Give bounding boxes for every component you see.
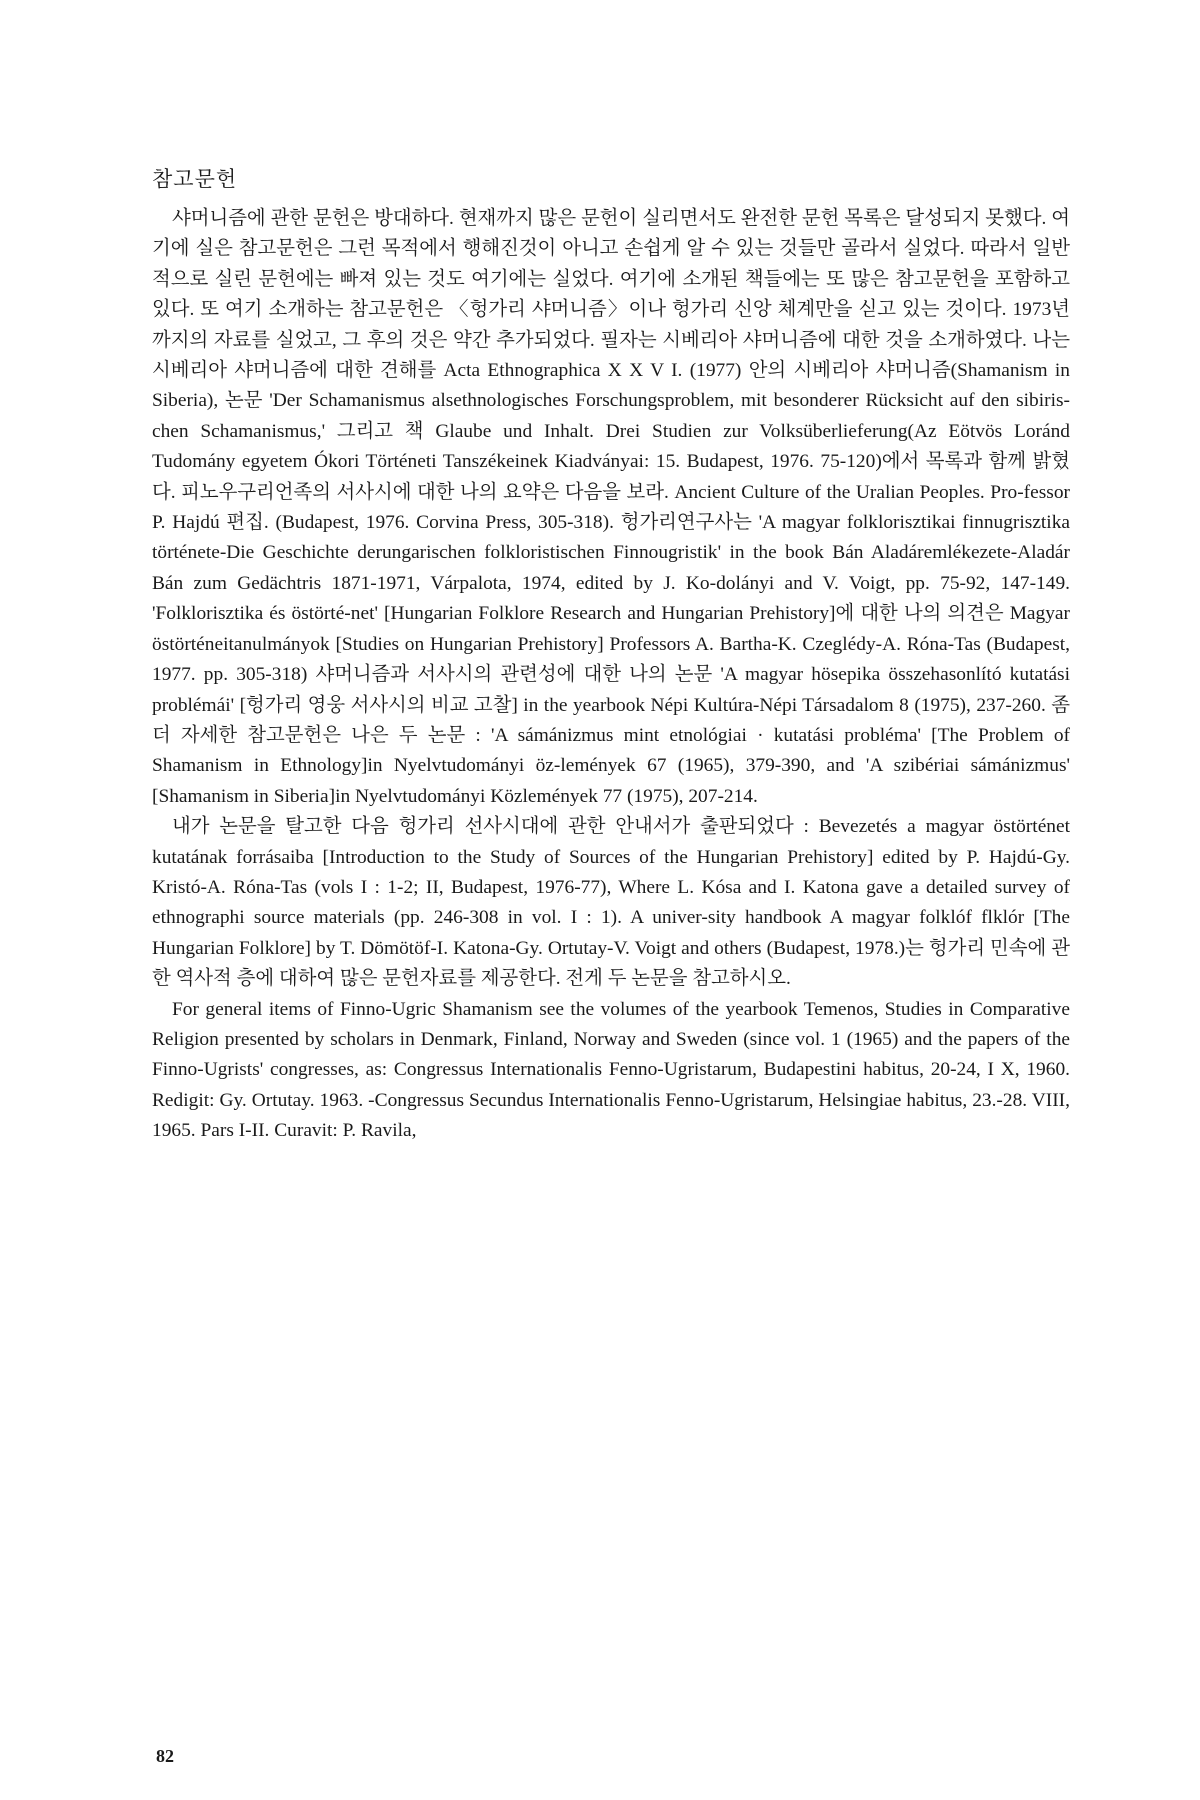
paragraph-3: For general items of Finno-Ugric Shamanism see the volumes of the yearbook Temenos, Studies in Comparative Religion presented by scholars in Denmark, Finland, Norway and Sweden (since vol. 1 (1965) and the papers of the Finno-Ugrists' congresses, as: Congressus Internationalis Fenno-Ugristarum, Budapestini habitus, 20-24, I X, 1960. Redigit: Gy. Ortutay. 1963. -Congressus Secundus Internationalis Fenno-Ugristarum, Helsingiae habitus, 23.-28. VIII, 1965. Pars I-II. Curavit: P. Ravila, xyxy=(152,998,1070,1142)
paragraph-2: 내가 논문을 탈고한 다음 헝가리 선사시대에 관한 안내서가 출판되었다 : Bevezetés a magyar östörténet kutatának forrásaiba [Introduction to the Study of Sources of the Hungarian Prehistory] edited by P. Hajdú-Gy. Kristó-A. Róna-Tas (vols I : 1-2; II, Budapest, 1976-77), Where L. Kósa and I. Katona gave a detailed survey of ethnographi source materials (pp. 246-308 in vol. I : 1). A univer-sity handbook A magyar folklóf flklór [The Hungarian Folklore] by T. Dömötöf-I. Katona-Gy. Ortutay-V. Voigt and others (Budapest, 1978.)는 헝가리 민속에 관한 역사적 층에 대하여 많은 문헌자료를 제공한다. 전게 두 논문을 참고하시오. xyxy=(152,816,1070,990)
page-number: 82 xyxy=(156,1746,174,1766)
paragraph-1: 샤머니즘에 관한 문헌은 방대하다. 현재까지 많은 문헌이 실리면서도 완전한 문헌 목록은 달성되지 못했다. 여기에 실은 참고문헌은 그런 목적에서 행해진것이 아니고 손쉽게 알 수 있는 것들만 골라서 실었다. 따라서 일반적으로 실린 문헌에는 빠져 있는 것도 여기에는 실었다. 여기에 소개된 책들에는 또 많은 참고문헌을 포함하고 있다. 또 여기 소개하는 참고문헌은 〈헝가리 샤머니즘〉이나 헝가리 신앙 체계만을 싣고 있는 것이다. 1973년까지의 자료를 실었고, 그 후의 것은 약간 추가되었다. 필자는 시베리아 샤머니즘에 대한 것을 소개하였다. 나는 시베리아 샤머니즘에 대한 견해를 Acta Ethnographica X X V I. (1977) 안의 시베리아 샤머니즘(Shamanism in Siberia), 논문 'Der Schamanismus alsethnologisches Forschungsproblem, mit besonderer Rücksicht auf den sibiris-chen Schamanismus,' 그리고 책 Glaube und Inhalt. Drei Studien zur Volksüberlieferung(Az Eötvös Loránd Tudomány egyetem Ókori Történeti Tanszékeinek Kiadványai: 15. Budapest, 1976. 75-120)에서 목록과 함께 밝혔다. 피노우구리언족의 서사시에 대한 나의 요약은 다음을 보라. Ancient Culture of the Uralian Peoples. Pro-fessor P. Hajdú 편집. (Budapest, 1976. Corvina Press, 305-318). 헝가리연구사는 'A magyar folklorisztikai finnugrisztika története-Die Geschichte derungarischen folkloristischen Finnougristik' in the book Bán Aladáremlékezete-Aladár Bán zum Gedächtris 1871-1971, Várpalota, 1974, edited by J. Ko-dolányi and V. Voigt, pp. 75-92, 147-149. 'Folklorisztika és östörté-net' [Hungarian Folklore Research and Hungarian Prehistory]에 대한 나의 의견은 Magyar östörténeitanulmányok [Studies on Hungarian Prehistory] Professors A. Bartha-K. Czeglédy-A. Róna-Tas (Budapest, 1977. pp. 305-318) 샤머니즘과 서사시의 관련성에 대한 나의 논문 'A magyar hösepika összehasonlító kutatási problémái' [헝가리 영웅 서사시의 비교 고찰] in the yearbook Népi Kultúra-Népi Társadalom 8 (1975), 237-260. 좀더 자세한 참고문헌은 나은 두 논문 : 'A sámánizmus mint etnológiai · kutatási probléma' [The Problem of Shamanism in Ethnology]in Nyelvtudományi öz-lemények 67 (1965), 379-390, and 'A szibériai sámánizmus' [Shamanism in Siberia]in Nyelvtudományi Közlemények 77 (1975), 207-214. xyxy=(152,208,1070,807)
body-text xyxy=(152,204,1070,1147)
section-title: 참고문헌 xyxy=(152,167,238,191)
